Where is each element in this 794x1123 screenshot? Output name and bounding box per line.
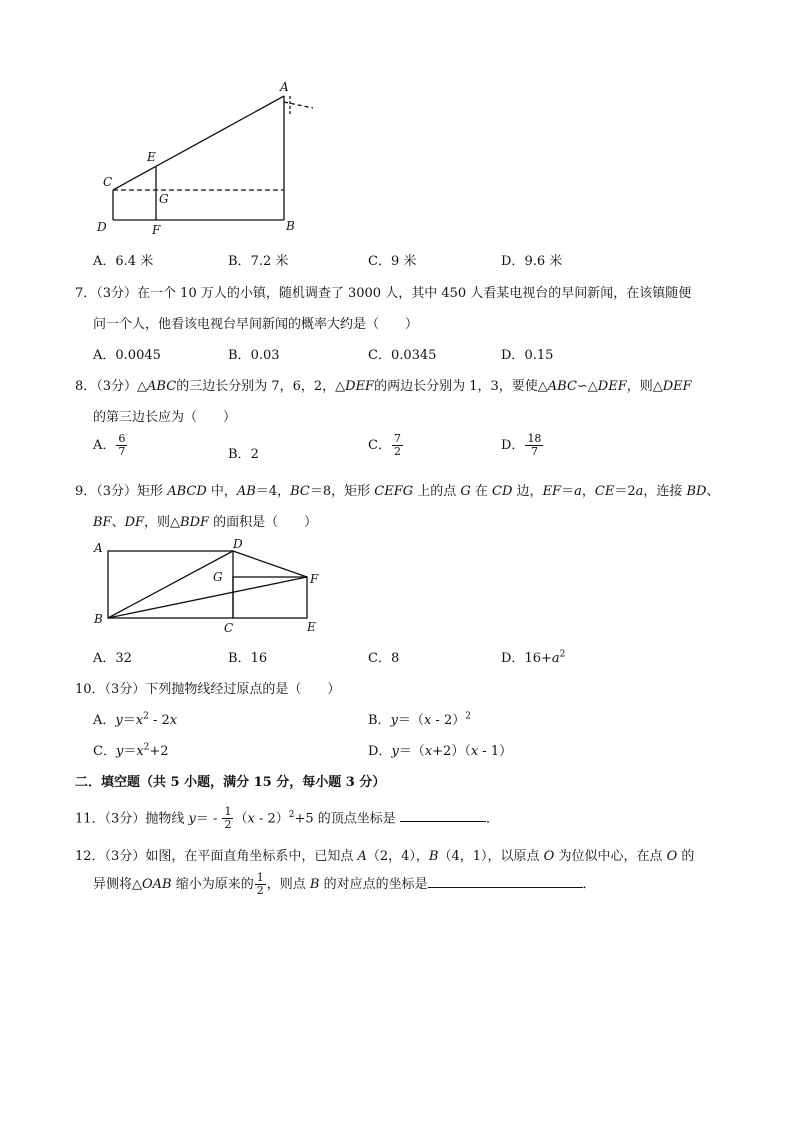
q10-option-d[interactable]: D．y＝（x+2）（x - 1） bbox=[368, 744, 513, 759]
q6-option-d[interactable]: D．9.6 米 bbox=[501, 254, 563, 269]
label-C: C bbox=[103, 175, 113, 189]
q6-option-a[interactable]: A．6.4 米 bbox=[93, 254, 154, 269]
label-B: B bbox=[286, 219, 295, 233]
q10-stem: 10．（3分）下列抛物线经过原点的是（ ） bbox=[75, 682, 341, 697]
label-C: C bbox=[224, 621, 234, 635]
q9-stem-line2: BF、DF，则△BDF 的面积是（ ） bbox=[93, 515, 318, 530]
label-E: E bbox=[147, 150, 156, 164]
q7-option-c[interactable]: C．0.0345 bbox=[368, 348, 437, 363]
q11-stem: 11．（3分）抛物线 y＝ - $\frac{1}{2}$ （x - 2）$^2$+5 的顶点坐标是 ． bbox=[75, 805, 499, 832]
q11-answer-blank[interactable] bbox=[400, 809, 486, 822]
q9-option-a[interactable]: A．32 bbox=[93, 651, 132, 666]
label-E: E bbox=[307, 620, 316, 634]
figure-tree-shadow bbox=[85, 78, 325, 238]
section-heading-fill-blank: 二．填空题（共 5 小题，满分 15 分，每小题 3 分） bbox=[75, 775, 386, 790]
q12-stem-line1: 12．（3分）如图，在平面直角坐标系中，已知点 A（2，4），B（4，1），以原点 O 为位似中心，在点 O 的 bbox=[75, 849, 695, 864]
q8-option-b[interactable]: B．2 bbox=[228, 447, 259, 462]
label-B: B bbox=[94, 612, 103, 626]
q7-stem-line2: 问一个人，他看该电视台早间新闻的概率大约是（ ） bbox=[93, 317, 419, 332]
q8-option-a[interactable]: A． $\frac{6}{7}$ bbox=[93, 432, 126, 458]
q9-option-c[interactable]: C．8 bbox=[368, 651, 400, 666]
q7-option-b[interactable]: B．0.03 bbox=[228, 348, 280, 363]
q9-option-b[interactable]: B．16 bbox=[228, 651, 268, 666]
label-G: G bbox=[213, 570, 223, 584]
label-D: D bbox=[97, 220, 107, 234]
q7-option-d[interactable]: D．0.15 bbox=[501, 348, 554, 363]
q10-option-b[interactable]: B．y＝（x - 2）$^2$ bbox=[368, 711, 471, 728]
q10-option-c[interactable]: C．$y=x^2+2$ bbox=[93, 742, 169, 759]
q10-option-a[interactable]: A．$y=x^2 - 2x$ bbox=[93, 711, 178, 728]
q8-stem-line2: 的第三边长应为（ ） bbox=[93, 410, 237, 425]
label-F: F bbox=[152, 223, 161, 237]
q8-option-c[interactable]: C． $\frac{7}{2}$ bbox=[368, 432, 401, 458]
q8-option-d[interactable]: D． $\frac{18}{7}$ bbox=[501, 432, 542, 458]
label-A: A bbox=[280, 80, 289, 94]
q6-option-c[interactable]: C．9 米 bbox=[368, 254, 417, 269]
q6-option-b[interactable]: B．7.2 米 bbox=[228, 254, 289, 269]
q7-stem-line1: 7．（3分）在一个 10 万人的小镇，随机调查了 3000 人，其中 450 人看某电视台的早间新闻，在该镇随便 bbox=[75, 286, 692, 301]
label-D: D bbox=[233, 537, 243, 551]
q7-option-a[interactable]: A．0.0045 bbox=[93, 348, 161, 363]
q8-stem-line1: 8．（3分）△ABC的三边长分别为 7，6，2，△DEF的两边长分别为 1，3，要使△ABC∽△DEF，则△DEF bbox=[75, 379, 692, 394]
label-G: G bbox=[159, 192, 169, 206]
figure-rectangles-q9 bbox=[88, 536, 328, 636]
label-F: F bbox=[310, 572, 319, 586]
q9-option-d[interactable]: D．$16+a^2$ bbox=[501, 649, 566, 666]
q12-stem-line2: 异侧将△OAB 缩小为原来的 $\frac{1}{2}$ ，则点 B 的对应点的坐标是 ． bbox=[93, 871, 596, 897]
label-A: A bbox=[94, 541, 103, 555]
q9-stem-line1: 9．（3分）矩形 ABCD 中，AB＝4，BC＝8，矩形 CEFG 上的点 G 在 CD 边，EF＝a，CE＝2a，连接 BD、 bbox=[75, 484, 720, 499]
q12-answer-blank[interactable] bbox=[428, 875, 583, 888]
